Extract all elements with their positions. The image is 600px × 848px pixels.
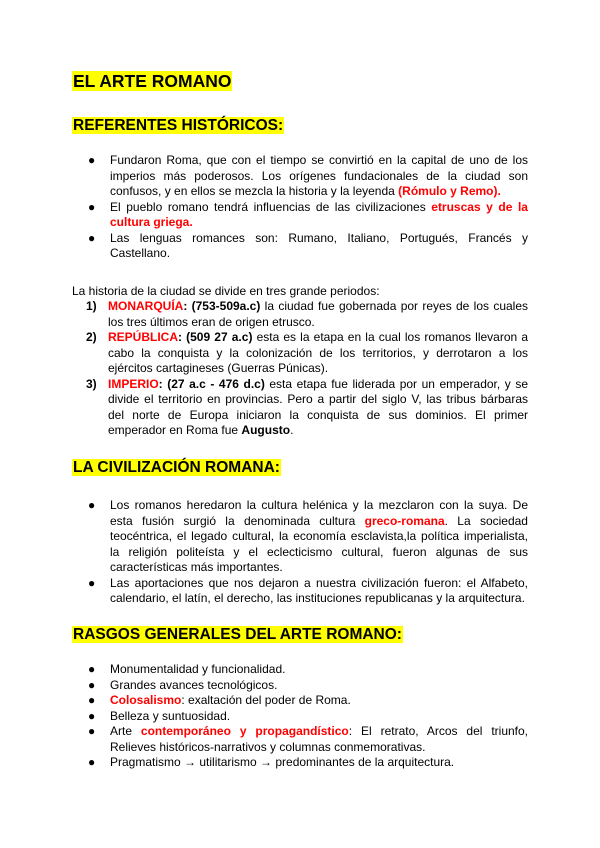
section-heading-rasgos: RASGOS GENERALES DEL ARTE ROMANO: — [73, 626, 402, 643]
civilizacion-bullet-list — [72, 498, 528, 607]
list-item: ● Los romanos heredaron la cultura helénica y la mezclaron con la suya. De esta fusión surgió la denominada cultura greco-romana. La sociedad teocéntrica, el legado cultural, la economía esclavista,la política imperialista, la religión politeísta y el eclecticismo cultural, fueron algunas de sus características más importantes. — [88, 498, 528, 574]
list-item: ● Pragmatismo → utilitarismo → predominantes de la arquitectura. — [88, 755, 455, 769]
list-item: 3) IMPERIO: (27 a.c - 476 d.c) esta etapa fue liderada por un emperador, y se divide el territorio en provincias. Pero a partir del siglo V, las tribus bárbaras del norte de Europa iniciaron la conquista de sus dominios. El primer emperador en Roma fue Augusto. — [86, 376, 528, 437]
list-item: ● Las aportaciones que nos dejaron a nuestra civilización fueron: el Alfabeto, calendario, el latín, el derecho, las instituciones republicanas y la arquitectura. — [88, 575, 528, 605]
list-item: ● Colosalismo: exaltación del poder de Roma. — [88, 693, 351, 707]
page-title: EL ARTE ROMANO — [73, 71, 232, 91]
referentes-bullet-list — [72, 153, 528, 262]
list-item: 1) MONARQUÍA: (753-509a.c) la ciudad fue gobernada por reyes de los cuales los tres últimos eran de origen etrusco. — [86, 299, 529, 329]
list-item: ● Belleza y suntuosidad. — [88, 708, 231, 723]
periods-list — [72, 299, 528, 439]
list-item: ● Arte contemporáneo y propagandístico: El retrato, Arcos del triunfo, Relieves históricos-narrativos y columnas conmemorativas. — [88, 724, 529, 754]
list-item: ● El pueblo romano tendrá influencias de las civilizaciones etruscas y de la cultura griega. — [88, 199, 528, 229]
periods-intro: La historia de la ciudad se divide en tres grande periodos: — [72, 284, 380, 298]
rasgos-bullet-list — [72, 662, 528, 771]
list-item: 2) REPÚBLICA: (509 27 a.c) esta es la etapa en la cual los romanos llevaron a cabo la conquista y la colonización de los territorios, y derrotaron a los ejércitos cartagineses (Guerras Púnicas). — [86, 330, 528, 375]
list-item: ● Las lenguas romances son: Rumano, Italiano, Portugués, Francés y Castellano. — [88, 230, 528, 260]
list-item: ● Fundaron Roma, que con el tiempo se convirtió en la capital de uno de los imperios más poderosos. Los orígenes fundacionales de la ciudad son confusos, y en ellos se mezcla la historia y la leyenda (Rómulo y Remo). — [88, 153, 528, 198]
list-item: ● Grandes avances tecnológicos. — [88, 677, 278, 692]
section-heading-civilizacion: LA CIVILIZACIÓN ROMANA: — [73, 459, 280, 476]
section-heading-referentes: REFERENTES HISTÓRICOS: — [73, 117, 284, 134]
list-item: ● Monumentalidad y funcionalidad. — [88, 662, 286, 676]
